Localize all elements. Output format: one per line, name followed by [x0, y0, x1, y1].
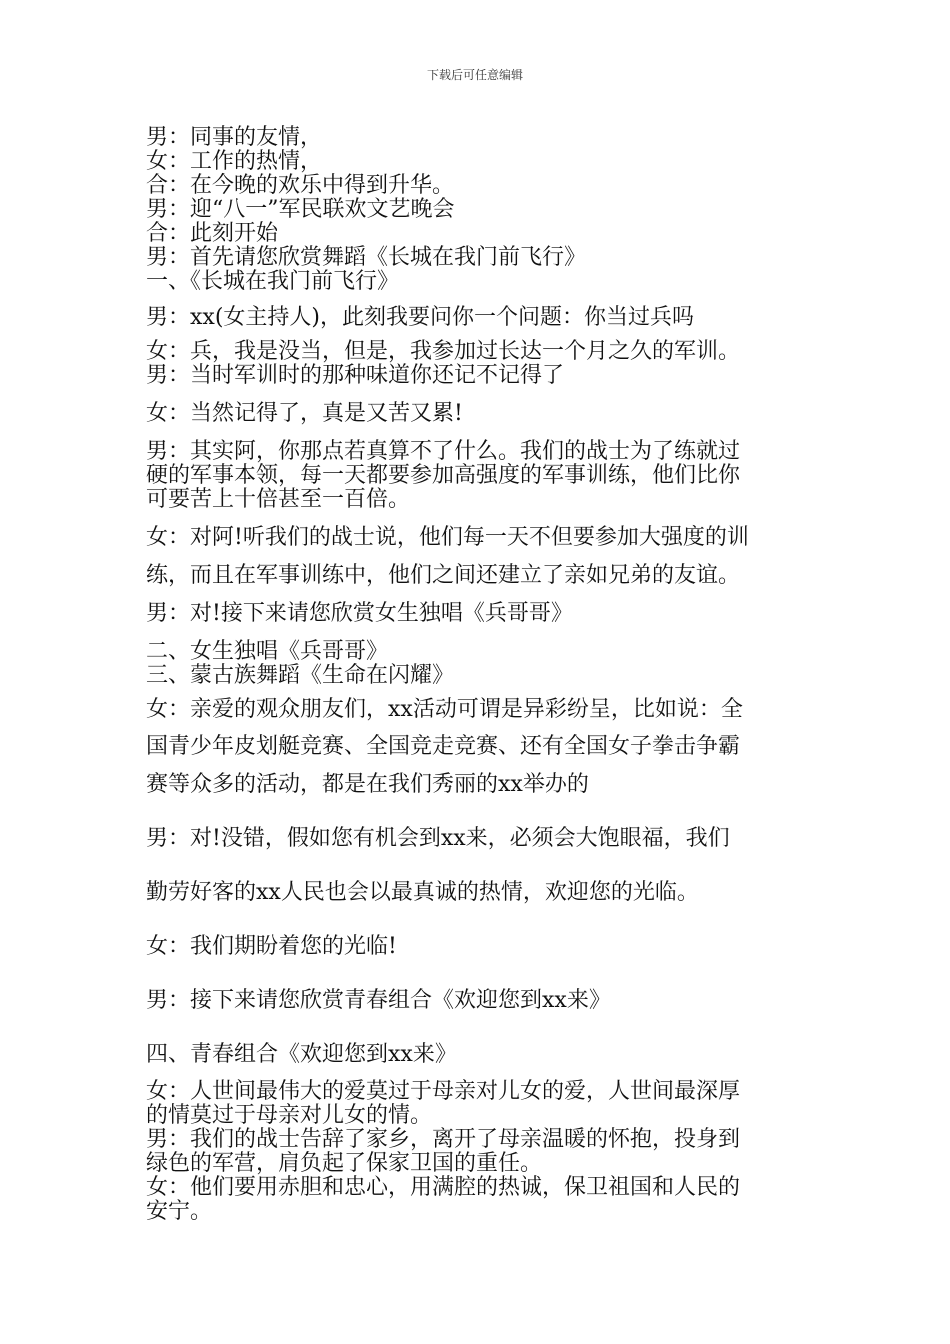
text-line: 男：当时军训时的那种味道你还记不记得了	[146, 363, 565, 388]
text-line: 女：兵，我是没当，但是，我参加过长达一个月之久的军训。	[146, 339, 741, 364]
text-line: 女：当然记得了，真是又苦又累!	[146, 401, 463, 426]
text-line: 男：我们的战士告辞了家乡，离开了母亲温暖的怀抱，投身到	[146, 1127, 741, 1152]
text-line: 男：其实阿，你那点若真算不了什么。我们的战士为了练就过	[146, 439, 741, 464]
text-line: 男：首先请您欣赏舞蹈《长城在我门前飞行》	[146, 245, 587, 270]
document-body	[146, 126, 818, 1224]
section-heading: 三、蒙古族舞蹈《生命在闪耀》	[146, 663, 455, 688]
section-heading: 四、青春组合《欢迎您到xx来》	[146, 1042, 457, 1067]
text-line: 可要苦上十倍甚至一百倍。	[146, 487, 411, 512]
text-line: 男：接下来请您欣赏青春组合《欢迎您到xx来》	[146, 988, 611, 1013]
text-line: 合：在今晚的欢乐中得到升华。	[146, 173, 455, 198]
page-header: 下载后可任意编辑	[426, 68, 523, 82]
text-line: 国青少年皮划艇竞赛、全国竞走竞赛、还有全国女子拳击争霸	[146, 734, 741, 759]
text-line: 的情莫过于母亲对儿女的情。	[146, 1103, 433, 1128]
text-line: 女：人世间最伟大的爱莫过于母亲对儿女的爱，人世间最深厚	[146, 1079, 741, 1104]
text-line: 男：对!接下来请您欣赏女生独唱《兵哥哥》	[146, 601, 573, 626]
text-line: 硬的军事本领，每一天都要参加高强度的军事训练，他们比你	[146, 463, 741, 488]
text-line: 男：xx(女主持人)，此刻我要问你一个问题：你当过兵吗	[146, 305, 694, 330]
text-line: 男：对!没错，假如您有机会到xx来，必须会大饱眼福，我们	[146, 826, 730, 851]
text-line: 女：他们要用赤胆和忠心，用满腔的热诚，保卫祖国和人民的	[146, 1175, 741, 1200]
text-line: 男：同事的友情，	[146, 125, 323, 150]
text-line: 男：迎“八一”军民联欢文艺晚会	[146, 197, 455, 222]
text-line: 女：亲爱的观众朋友们，xx活动可谓是异彩纷呈，比如说：全	[146, 697, 743, 722]
section-heading: 一、《长城在我门前飞行》	[146, 269, 400, 294]
text-line: 绿色的军营，肩负起了保家卫国的重任。	[146, 1151, 543, 1176]
text-line: 勤劳好客的xx人民也会以最真诚的热情，欢迎您的光临。	[146, 880, 699, 905]
text-line: 女：工作的热情，	[146, 149, 323, 174]
text-line: 练，而且在军事训练中，他们之间还建立了亲如兄弟的友谊。	[146, 563, 741, 588]
section-heading: 二、女生独唱《兵哥哥》	[146, 639, 389, 664]
text-line: 赛等众多的活动，都是在我们秀丽的xx举办的	[146, 772, 589, 797]
text-line: 安宁。	[146, 1199, 213, 1224]
text-line: 女：我们期盼着您的光临!	[146, 934, 397, 959]
text-line: 合：此刻开始	[146, 221, 279, 246]
text-line: 女：对阿!听我们的战士说，他们每一天不但要参加大强度的训	[146, 525, 749, 550]
